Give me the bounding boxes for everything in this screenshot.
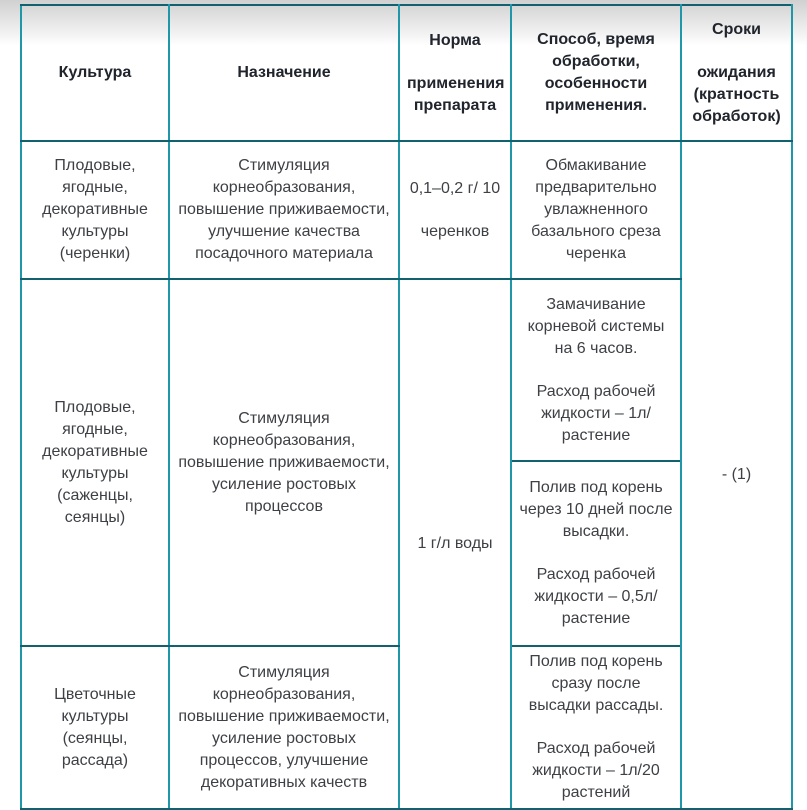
preparation-usage-table	[20, 4, 793, 810]
header-waiting-text-2: ожидания (кратность обработок)	[692, 63, 781, 125]
cell-water-solution-rate	[399, 279, 511, 809]
cell-saplings-culture	[21, 279, 169, 646]
header-cell-culture	[21, 5, 169, 141]
flowers-purpose-text: Стимуляция корнеобразования, повышение приживаемости, усиление ростовых процессов, улучшение декоративных качеств	[178, 663, 390, 791]
flowers-culture-text: Цветочные культуры (сеянцы, рассада)	[54, 685, 136, 769]
saplings-culture-text: Плодовые, ягодные, декоративные культуры (саженцы, сеянцы)	[42, 398, 148, 526]
cuttings-rate-text-1: 0,1–0,2 г/ 10	[409, 179, 501, 197]
cell-saplings-purpose	[169, 279, 399, 646]
saplings-soak-text-2: Расход рабочей жидкости – 1л/ растение	[536, 382, 656, 444]
cell-cuttings-rate	[399, 141, 511, 279]
saplings-water-text-2: Расход рабочей жидкости – 0,5л/ растение	[534, 566, 658, 627]
header-cell-rate	[399, 5, 511, 141]
header-cell-purpose	[169, 5, 399, 141]
cell-flowers-culture	[21, 646, 169, 809]
cell-flowers-purpose	[169, 646, 399, 809]
saplings-water-text-1: Полив под корень через 10 дней после высадки.	[519, 479, 673, 540]
cuttings-culture-text: Плодовые, ягодные, декоративные культуры (черенки)	[42, 157, 148, 262]
flowers-method-text-2: Расход рабочей жидкости – 1л/20 растений	[532, 740, 660, 801]
cuttings-rate-text-2: черенков	[420, 222, 490, 240]
water-solution-rate-text: 1 г/л воды	[417, 535, 493, 552]
cell-waiting-period	[681, 141, 792, 809]
cell-flowers-method	[511, 646, 681, 809]
cell-cuttings-culture	[21, 141, 169, 279]
header-purpose-text: Назначение	[237, 64, 331, 81]
header-waiting-text-1: Сроки	[712, 20, 761, 38]
saplings-purpose-text: Стимуляция корнеобразования, повышение приживаемости, усиление ростовых процессов	[178, 409, 390, 515]
saplings-soak-text-1: Замачивание корневой системы на 6 часов.	[527, 295, 665, 357]
cell-saplings-method-soak	[511, 279, 681, 461]
table-header-row	[21, 5, 792, 141]
table-row-saplings-soak	[21, 279, 792, 461]
cuttings-purpose-text: Стимуляция корнеобразования, повышение приживаемости, улучшение качества посадочного материала	[178, 157, 390, 262]
flowers-method-text-1: Полив под корень сразу после высадки рассады.	[528, 653, 664, 714]
cuttings-method-text: Обмакивание предварительно увлажненного базального среза черенка	[531, 157, 661, 262]
cell-saplings-method-water	[511, 461, 681, 646]
waiting-period-text: - (1)	[721, 466, 752, 483]
table-row-cuttings	[21, 141, 792, 279]
cell-cuttings-method	[511, 141, 681, 279]
header-method-text: Способ, время обработки, особенности применения.	[537, 31, 655, 114]
header-cell-method	[511, 5, 681, 141]
header-culture-text: Культура	[58, 64, 132, 81]
header-rate-text-1: Норма	[429, 31, 481, 49]
header-rate-text-2: применения препарата	[407, 74, 505, 114]
header-cell-waiting	[681, 5, 792, 141]
cell-cuttings-purpose	[169, 141, 399, 279]
